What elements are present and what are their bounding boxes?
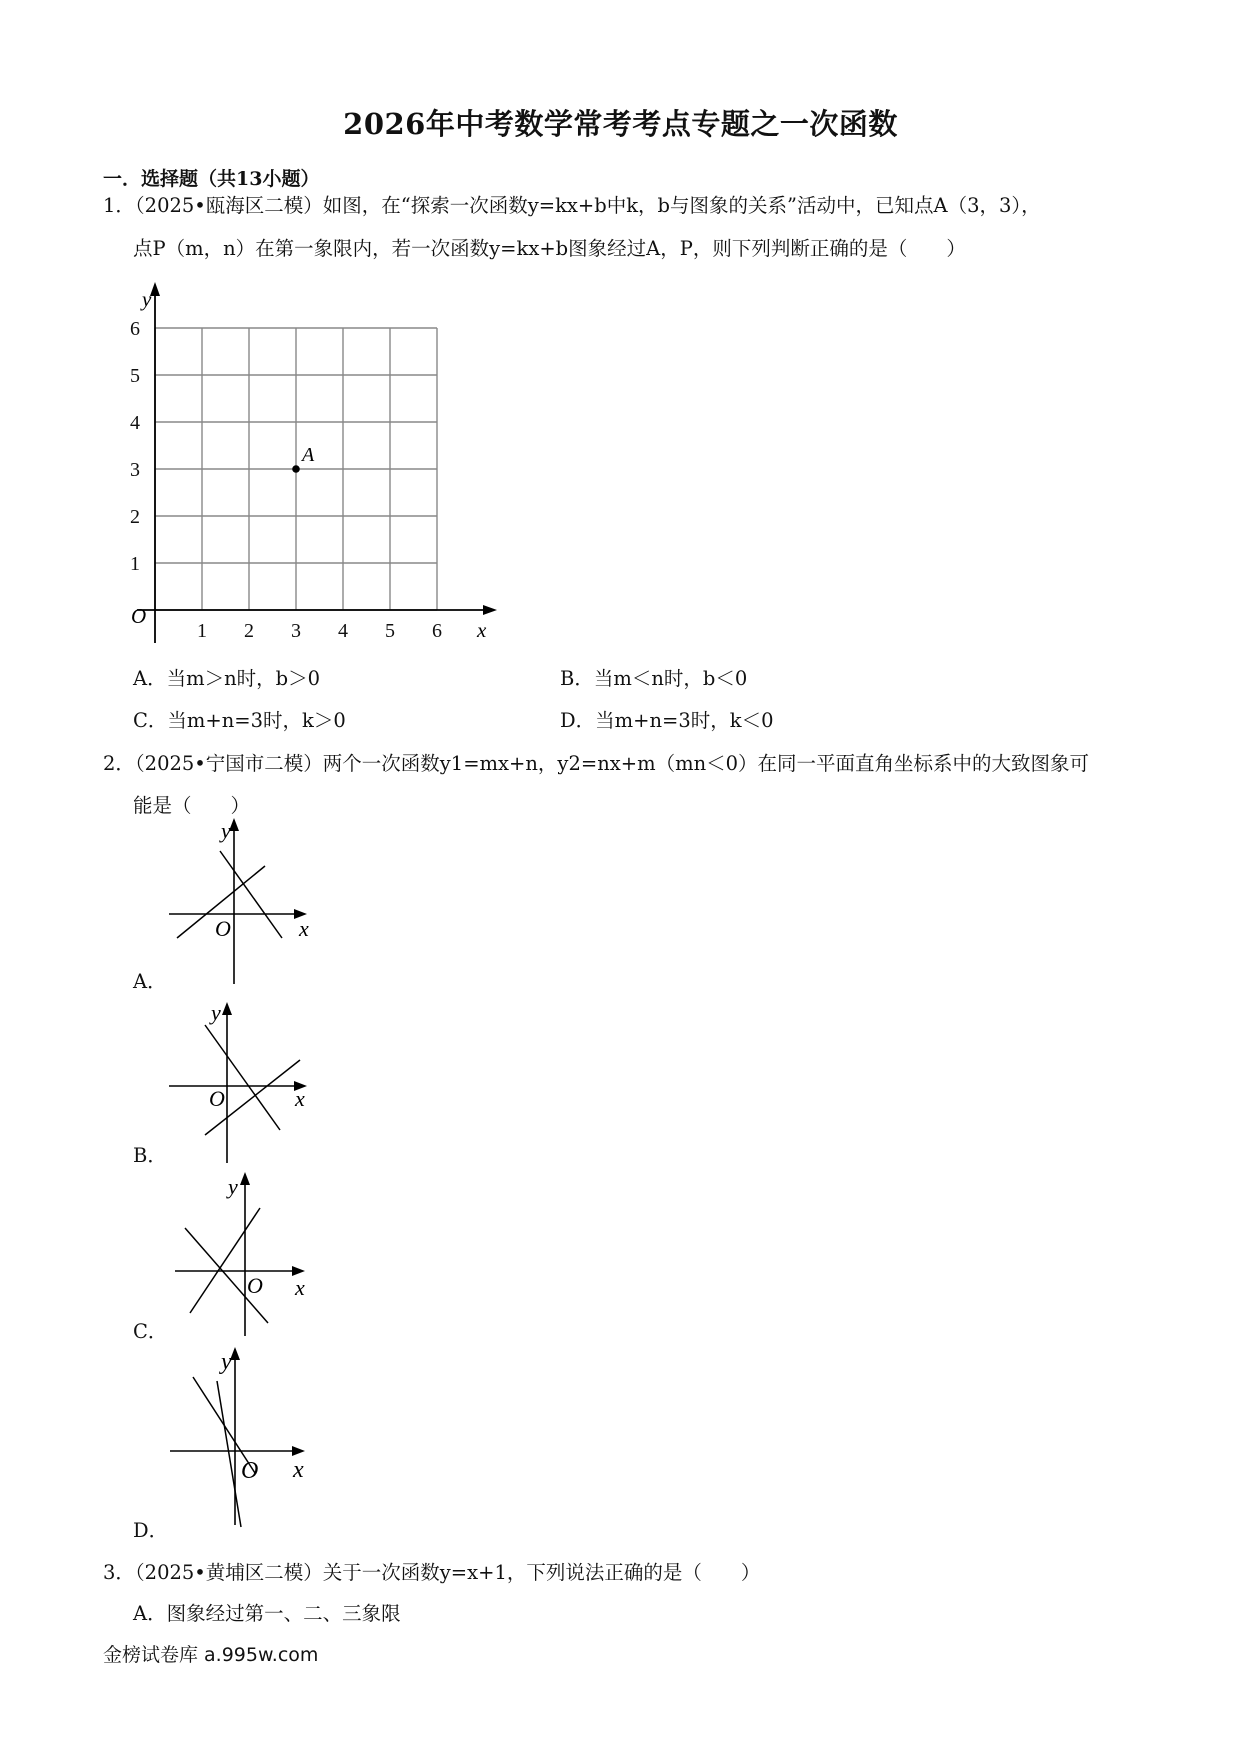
q1-point-a-label: A [302,444,315,466]
q1-x-label: x [477,618,487,642]
q1-y-label: y [142,287,152,311]
q2-graph-a [165,818,320,986]
q1-x-tick-label: 4 [338,620,348,642]
q2-graph-b [165,1000,320,1165]
q2-option-c[interactable]: C． [133,1320,168,1343]
q1-x-tick-label: 2 [244,620,254,642]
q2-graph-d [165,1345,320,1530]
section-heading: 一．选择题（共13小题） [103,168,320,190]
q1-y-tick-label: 4 [130,412,140,434]
q1-stem-line2: 点P（m，n）在第一象限内，若一次函数y=kx+b图象经过A，P，则下列判断正确的是（ ） [133,237,966,260]
svg-text:x: x [295,1275,305,1300]
svg-text:x: x [299,916,309,941]
q1-x-arrow [483,605,497,615]
q1-y-tick-label: 6 [130,318,140,340]
svg-text:O: O [247,1273,263,1298]
q2-stem-line1: 2．（2025•宁国市二模）两个一次函数y1=mx+n，y2=nx+m（mn＜0）在同一平面直角坐标系中的大致图象可 [103,752,1090,775]
q1-option-b[interactable]: B．当m＜n时，b＜0 [560,667,748,690]
q3-option-a[interactable]: A．图象经过第一、二、三象限 [133,1602,401,1625]
q1-y-tick-label: 5 [130,365,140,387]
q1-x-tick-label: 6 [432,620,442,642]
q1-option-a[interactable]: A．当m＞n时，b＞0 [133,667,321,690]
q1-y-tick-label: 1 [130,553,140,575]
q3-stem: 3．（2025•黄埔区二模）关于一次函数y=x+1，下列说法正确的是（ ） [103,1561,761,1584]
q2-option-b[interactable]: B． [133,1144,167,1167]
q1-origin-label: O [131,604,147,628]
footer-watermark: 金榜试卷库 a.995w.com [103,1644,319,1666]
q2-graph-c [165,1168,320,1338]
q1-point-a [292,465,300,473]
svg-text:O: O [215,916,231,941]
svg-text:x: x [293,1457,304,1483]
q1-x-tick-label: 5 [385,620,395,642]
svg-text:O: O [209,1086,225,1111]
q2-option-a[interactable]: A． [133,970,167,993]
q1-grid-figure [125,280,505,652]
q1-option-c[interactable]: C．当m+n=3时，k＞0 [133,709,346,732]
page-title: 2026年中考数学常考考点专题之一次函数 [343,107,898,141]
q1-option-d[interactable]: D．当m+n=3时，k＜0 [560,709,774,732]
svg-text:x: x [295,1086,305,1111]
q1-x-tick-label: 3 [291,620,301,642]
q2-option-d[interactable]: D． [133,1519,169,1542]
svg-text:y: y [221,818,231,843]
svg-text:y: y [211,1000,221,1025]
q1-stem-line1: 1．（2025•瓯海区二模）如图，在“探索一次函数y=kx+b中k，b与图象的关系”活动中，已知点A（3，3）， [103,194,1041,217]
q1-x-tick-label: 1 [197,620,207,642]
svg-text:y: y [228,1174,238,1199]
q1-y-tick-label: 2 [130,506,140,528]
q2-stem-line2: 能是（ ） [133,794,251,817]
q1-y-tick-label: 3 [130,459,140,481]
svg-text:O: O [241,1458,259,1484]
svg-text:y: y [221,1349,232,1375]
q1-y-arrow [150,282,160,296]
